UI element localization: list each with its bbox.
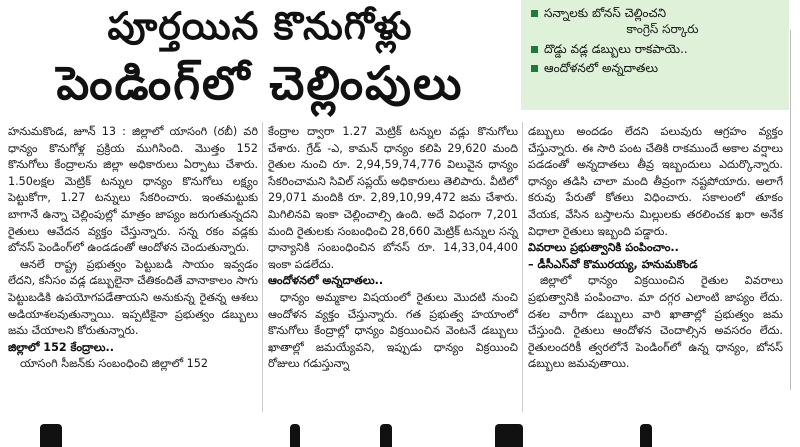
headline-line-2: పెండింగ్‌లో చెల్లింపులు xyxy=(56,56,464,110)
cropped-headline-glyph xyxy=(495,424,523,447)
highlight-item xyxy=(531,42,781,57)
highlights-box xyxy=(521,0,789,110)
cropped-headline-glyph xyxy=(290,424,300,447)
highlight-text: దొడ్డు వడ్ల డబ్బులు రాకపాయె.. xyxy=(544,42,688,56)
cropped-headline-glyph xyxy=(40,424,62,447)
highlight-text: సన్నాలకు బోనస్ చెల్లించని xyxy=(544,6,667,20)
paragraph: కేంద్రాల ద్వారా 1.27 మెట్రిక్ టన్నుల వడ్లు కొనుగోలు చేశారు. గ్రేడ్ -ఎ, కామన్ ధాన్యం కలిపి 29,620 మంది రైతుల నుంచి రూ. 2,94,59,74,776 విలువైన ధాన్యం సేకరించామని సివిల్ సప్లయ్ అధికారులు తెలిపారు. వీటిలో 29,071 మందికి రూ. 2,89,10,99,472 జమ చేశారు. మిగిలినవి ఇంకా చెల్లించాల్సి ఉంది. అదే విధంగా 7,201 మంది రైతులకు సంబంధించి 28,660 మెట్రిక్ టన్నుల సన్న ధాన్యానికి సంబంధించిన బోనస్ రూ. 14,33,04,400 ఇంకా పడలేదు. xyxy=(268,125,518,271)
square-bullet-icon xyxy=(531,10,538,17)
paragraph: యాసంగి సీజన్‌కు సంబంధించి జిల్లాలో 152 xyxy=(20,357,208,371)
square-bullet-icon xyxy=(531,65,538,72)
article-column-3 xyxy=(528,124,783,373)
highlight-item xyxy=(531,6,781,21)
article-column-1 xyxy=(8,124,258,373)
cropped-headline-glyph xyxy=(640,424,652,447)
column-divider xyxy=(522,122,523,412)
paragraph: ఆనలే రాష్ట్ర ప్రభుత్వం పెట్టుబడి సాయం ఇవ్వడం లేదని, కనీసం వడ్ల డబ్బులైనా చేతికందితే వానాకాలం సాగు పెట్టుబడికి ఉపయోగపడేతాయని అనుకున్న రైతన్న ఆశలు అడియాశలవుతున్నాయి. ఇప్పటికైనా ప్రభుత్వం డబ్బులు జమ చేయాలని కోరుతున్నారు. xyxy=(8,257,258,338)
byline: – డీసీఎస్‌వో కొమురయ్య, హనుమకొండ xyxy=(528,257,698,271)
highlight-item xyxy=(531,61,781,76)
adjacent-column-edge xyxy=(790,30,800,390)
next-article-headline-fragment xyxy=(0,418,800,447)
square-bullet-icon xyxy=(531,46,538,53)
subheading: జిల్లాలో 152 కేంద్రాలు.. xyxy=(8,340,114,354)
subheading: ఆందోళనలో అన్నదాతలు.. xyxy=(268,274,384,288)
highlight-text-cont: కాంగ్రెస్ సర్కారు xyxy=(626,22,699,36)
headline xyxy=(0,0,520,118)
column-divider xyxy=(262,122,263,412)
headline-line-1: పూర్తయిన కొనుగోళ్లు xyxy=(107,4,413,48)
paragraph: హనుమకొండ, జూన్ 13 : జిల్లాలో యాసంగి (రబీ) వరి ధాన్యం కొనుగోళ్ల ప్రక్రియ ముగిసింది. మొత్తం 152 కొనుగోలు కేంద్రాలను జిల్లా అధికారులు ఏర్పాటు చేశారు. 1.50లక్షల మెట్రిక్ టన్నుల ధాన్యం కొనుగోలు లక్ష్యం పెట్టుకోగా, 1.27 టన్నులు సేకరించారు. ఇంతమట్టుకు బాగానే ఉన్నా చెల్లింపుల్లో మాత్రం జాప్యం జరుగుతున్నదని రైతులు ఆవేదన వ్యక్తం చేస్తున్నారు. సన్న రకం వడ్లకు బోనస్ పెండింగ్‌లో ఉండడంతో ఆందోళన చెందుతున్నారు. xyxy=(8,125,258,255)
article-column-2 xyxy=(268,124,518,373)
subheading: వివరాలు ప్రభుత్వానికి పంపించాం.. xyxy=(528,241,679,255)
paragraph: డబ్బులు అందడం లేదని పలువురు ఆగ్రహం వ్యక్తం చేస్తున్నారు. ఈ సారి పంట చేతికి రాకముందే అకాల వర్షాలు పడడంతో అన్నదాతలు తీవ్ర ఇబ్బందులు ఎదుర్కొన్నారు. ధాన్యం తడిసి చాలా మంది తీవ్రంగా నష్టపోయారు. అలాగే కరువు పేరుతో కోతలు విధించారు. సకాలంలో తూకం వేయక, వేసిన బస్తాలను మిల్లులకు తరలించక ఖరా అనేక విధాలా రైతులు ఇబ్బంది పడ్డారు. xyxy=(528,125,783,238)
paragraph: ధాన్యం అమ్మకాల విషయంలో రైతులు మొదటి నుంచి ఆందోళన వ్యక్తం చేస్తున్నారు. గత ప్రభుత్వ హయాంలో కొనుగోలు కేంద్రాల్లో ధాన్యం విక్రయించిన వెంటనే డబ్బులు ఖాతాల్లో జమయ్యేవని, ఇప్పుడు ధాన్యం విక్రయించి రోజులు గడుస్తున్నా xyxy=(268,290,518,371)
highlight-text: ఆందోళనలో అన్నదాతలు xyxy=(544,61,659,75)
cropped-headline-glyph xyxy=(380,424,392,447)
paragraph: జిల్లాలో ధాన్యం విక్రయించిన రైతుల వివరాలు ప్రభుత్వానికి పంపించాం. మా దగ్గర ఎలాంటి జాప్యం లేదు. దశల వారీగా డబ్బులు వారి ఖాతాల్లో ప్రభుత్వం జమ చేస్తుంది. రైతులు ఆందోళన చెందాల్సిన అవసరం లేదు. రైతులందరికీ త్వరలోనే పెండింగ్‌లో ఉన్న ధాన్యం, బోనస్ డబ్బులు జమవుతాయి. xyxy=(528,274,783,371)
